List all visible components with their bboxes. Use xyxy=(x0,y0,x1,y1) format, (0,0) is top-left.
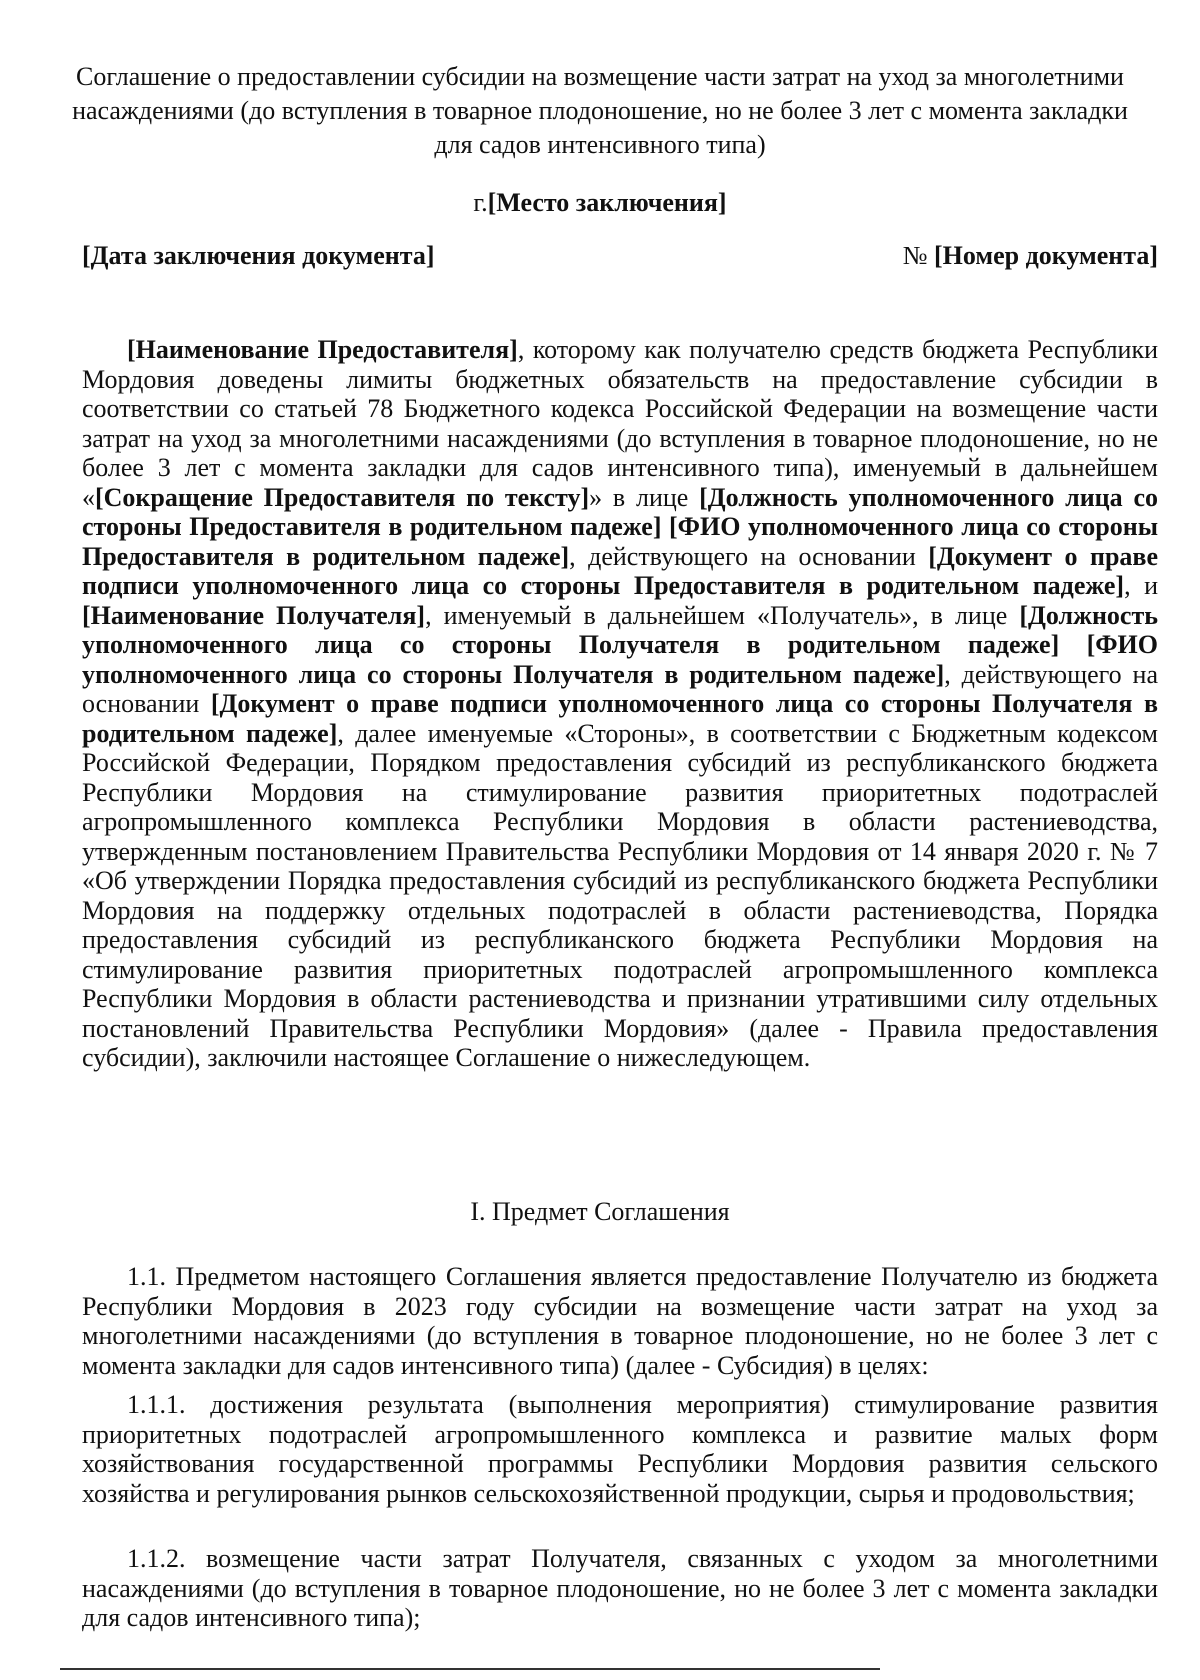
preamble-text xyxy=(662,512,670,541)
clause-1-1-1: 1.1.1. достижения результата (выполнения мероприятия) стимулирование развития приоритетных подотраслей агропромышленного комплекса и развитие малых форм хозяйствования государственной программы Республики Мордовия развития сельского хозяйства и регулирования рынков сельскохозяйственной продукции, сырья и продовольствия; xyxy=(82,1390,1158,1508)
provider-position: [Должность уполномоченного лица со стороны Предоставителя в родительном падеже] xyxy=(82,482,1158,541)
preamble-text: » в лице xyxy=(589,482,700,512)
provider-short-name: [Сокращение Предоставителя по тексту] xyxy=(95,482,590,512)
number-placeholder: [Номер документа] xyxy=(934,241,1158,270)
provider-fio: [ФИО уполномоченного лица со стороны Предоставителя в родительном падеже] xyxy=(82,512,1159,571)
preamble-paragraph xyxy=(82,335,1158,1073)
preamble-text: , и xyxy=(1124,571,1158,600)
place-placeholder: [Место заключения] xyxy=(487,188,727,217)
recipient-fio: [ФИО уполномоченного лица со стороны Получателя в родительном падеже] xyxy=(82,630,1158,689)
clause-1-1: 1.1. Предметом настоящего Соглашения является предоставление Получателю из бюджета Республики Мордовия в 2023 году субсидии на возмещение части затрат на уход за многолетними насаждениями (до вступления в товарное плодоношение, но не более 3 лет с момента закладки для садов интенсивного типа) (далее - Субсидия) в целях: xyxy=(82,1262,1158,1380)
place-prefix: г. xyxy=(473,188,488,217)
preamble-text: , действующего на основании xyxy=(82,659,1158,718)
preamble-text: , далее именуемые «Стороны», в соответствии с Бюджетным кодексом Российской Федерации, Порядком предоставления субсидий из республиканского бюджета Республики Мордовия на стимулирование развития приоритетных подотраслей агропромышленного комплекса Республики Мордовия в области растениеводства, утвержденным постановлением Правительства Республики Мордовия от 14 января 2020 г. № 7 «Об утверждении Порядка предоставления субсидий из республиканского бюджета Республики Мордовия на поддержку отдельных подотраслей в области растениеводства, Порядка предоставления субсидий из республиканского бюджета Республики Мордовия на стимулирование развития приоритетных подотраслей агропромышленного комплекса Республики Мордовия в области растениеводства и признании утратившими силу отдельных постановлений Правительства Республики Мордовия» (далее - Правила предоставления субсидии), заключили настоящее Соглашение о нижеследующем. xyxy=(82,718,1158,1072)
recipient-position: [Должность уполномоченного лица со стороны Получателя в родительном падеже] xyxy=(82,600,1158,659)
preamble-text: , действующего на основании xyxy=(569,541,929,571)
number-prefix: № xyxy=(902,241,934,270)
place-line xyxy=(0,187,1200,219)
recipient-authority-doc: [Документ о праве подписи уполномоченного лица со стороны Получателя в родительном падеже] xyxy=(82,689,1158,748)
preamble-text: , именуемый в дальнейшем «Получатель», в лице xyxy=(425,600,1020,630)
section-heading: I. Предмет Соглашения xyxy=(470,1197,730,1226)
provider-authority-doc: [Документ о праве подписи уполномоченного лица со стороны Предоставителя в родительном падеже] xyxy=(82,541,1158,600)
document-number xyxy=(903,240,1158,272)
document-title: Соглашение о предоставлении субсидии на возмещение части затрат на уход за многолетними насаждениями (до вступления в товарное плодоношение, но не более 3 лет с момента закладки для садов интенсивного типа) xyxy=(72,62,1128,159)
date-number-line xyxy=(82,240,1158,272)
clause-1-1-2: 1.1.2. возмещение части затрат Получателя, связанных с уходом за многолетними насаждениями (до вступления в товарное плодоношение, но не более 3 лет с момента закладки для садов интенсивного типа); xyxy=(82,1544,1158,1632)
recipient-name: [Наименование Получателя] xyxy=(82,600,426,630)
date-placeholder: [Дата заключения документа] xyxy=(82,241,435,270)
preamble-text xyxy=(1059,630,1086,659)
provider-name: [Наименование Предоставителя] xyxy=(127,335,518,364)
footer-rule xyxy=(60,1668,880,1670)
preamble-text: , которому как получателю средств бюджета Республики Мордовия доведены лимиты бюджетных обязательств на предоставление субсидии в соответствии со статьей 78 Бюджетного кодекса Российской Федерации на возмещение части затрат на уход за многолетними насаждениями (до вступления в товарное плодоношение, но не более 3 лет с момента закладки для садов интенсивного типа), именуемый в дальнейшем « xyxy=(82,335,1159,512)
